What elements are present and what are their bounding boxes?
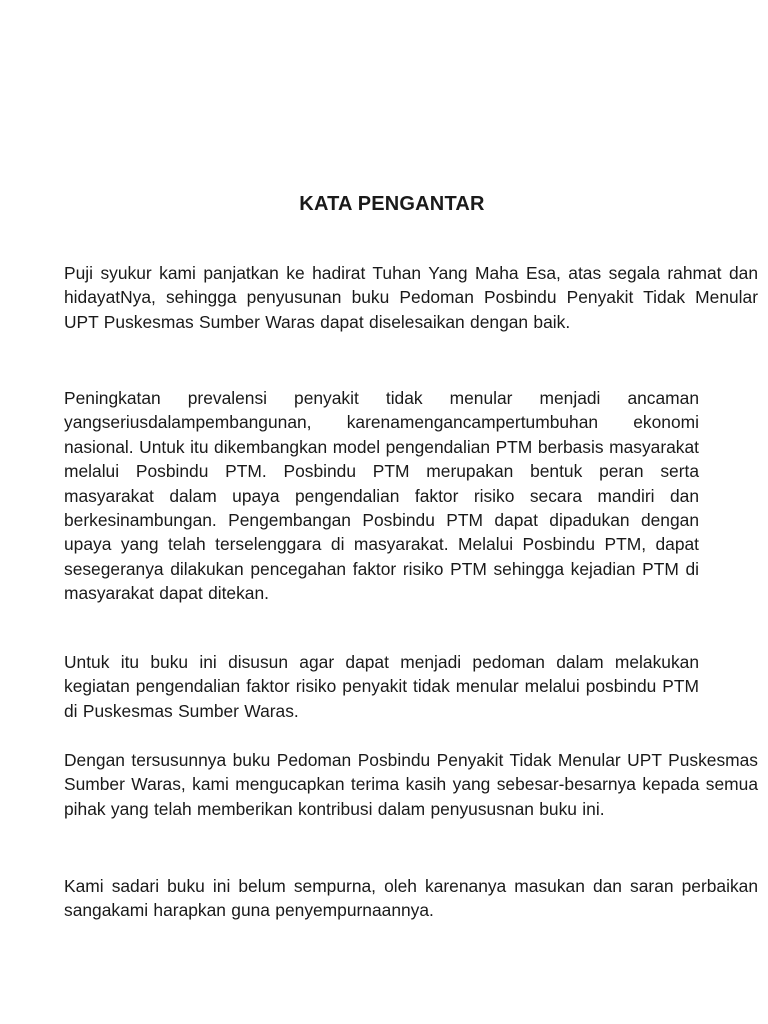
page-title: KATA PENGANTAR [299,193,485,215]
paragraph-gratitude: Puji syukur kami panjatkan ke hadirat Tuhan Yang Maha Esa, atas segala rahmat dan hidayatNya, sehingga penyusunan buku Pedoman Posbindu Penyakit Tidak Menular UPT Puskesmas Sumber Waras dapat diselesaikan dengan baik. [64,263,758,332]
paragraph-closing: Kami sadari buku ini belum sempurna, oleh karenanya masukan dan saran perbaikan sangakami harapkan guna penyempurnaannya. [64,876,758,921]
paragraph-purpose: Untuk itu buku ini disusun agar dapat menjadi pedoman dalam melakukan kegiatan pengendalian faktor risiko penyakit tidak menular melalui posbindu PTM di Puskesmas Sumber Waras. [64,652,699,721]
paragraph-acknowledgement: Dengan tersusunnya buku Pedoman Posbindu Penyakit Tidak Menular UPT Puskesmas Sumber Waras, kami mengucapkan terima kasih yang sebesar-besarnya kepada semua pihak yang telah memberikan kontribusi dalam penyususnan buku ini. [64,750,758,819]
paragraph-background: Peningkatan prevalensi penyakit tidak menular menjadi ancaman yangseriusdalampembangunan, karenamengancampertumbuhan ekonomi nasional. Untuk itu dikembangkan model pengendalian PTM berbasis masyarakat melalui Posbindu PTM. Posbindu PTM merupakan bentuk peran serta masyarakat dalam upaya pengendalian faktor risiko secara mandiri dan berkesinambungan. Pengembangan Posbindu PTM dapat dipadukan dengan upaya yang telah terselenggara di masyarakat. Melalui Posbindu PTM, dapat sesegeranya dilakukan pencegahan faktor risiko PTM sehingga kejadian PTM di masyarakat dapat ditekan. [64,388,699,604]
